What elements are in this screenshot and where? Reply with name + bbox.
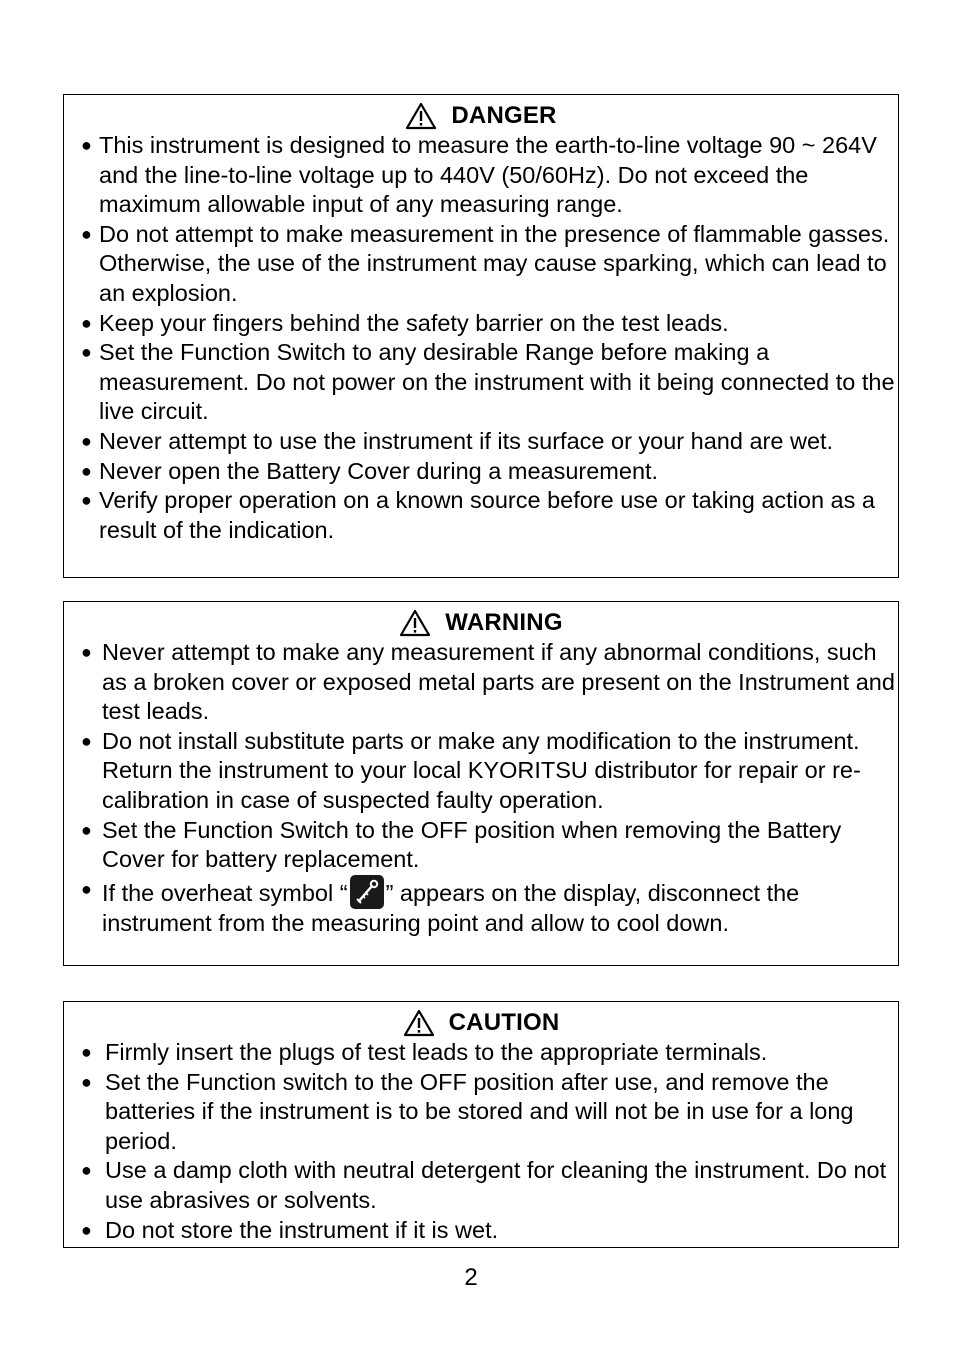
- bullet: ●: [81, 878, 92, 899]
- list-item: ● Firmly insert the plugs of test leads to the appropriate terminals.: [64, 1038, 898, 1068]
- danger-heading: [64, 101, 898, 131]
- warning-section: [63, 601, 899, 966]
- warning-list: [64, 638, 898, 938]
- bullet: ●: [81, 730, 92, 751]
- danger-list: [64, 131, 898, 545]
- warning-title: WARNING: [445, 609, 563, 636]
- bullet: ●: [81, 819, 92, 840]
- caution-list: [64, 1038, 898, 1245]
- bullet: ●: [81, 1160, 92, 1181]
- bullet: ●: [81, 642, 92, 662]
- danger-section: [63, 94, 899, 578]
- bullet: ●: [81, 1219, 92, 1240]
- bullet: ●: [81, 135, 92, 155]
- list-item: ● If the overheat symbol “ ” appears on the display, disconnect the instrument from the measuring point and allow to cool down.: [64, 875, 898, 939]
- warning-triangle-icon: [403, 1009, 435, 1037]
- bullet: ●: [81, 490, 92, 511]
- list-item: ● Never attempt to make any measurement if any abnormal conditions, such as a broken cover or exposed metal parts are present on the Instrument and test leads.: [81, 639, 895, 725]
- overheat-icon: [350, 875, 384, 909]
- caution-title: CAUTION: [448, 1009, 560, 1036]
- bullet: ●: [81, 223, 92, 244]
- list-item: ● Set the Function Switch to any desirable Range before making a measurement. Do not power on the instrument with it being connected to the live circuit.: [81, 339, 895, 425]
- bullet: ●: [81, 342, 92, 363]
- danger-title: DANGER: [451, 102, 557, 129]
- list-item: ● This instrument is designed to measure the earth-to-line voltage 90 ~ 264V and the line-to-line voltage up to 440V (50/60Hz). Do not exceed the maximum allowable input of any measuring range.: [81, 132, 877, 218]
- warning-triangle-icon: [399, 609, 431, 637]
- warning-heading: [64, 608, 898, 638]
- bullet: ●: [81, 1042, 92, 1062]
- bullet: ●: [81, 312, 92, 333]
- bullet: ●: [81, 1071, 92, 1092]
- page-number: 2: [464, 1264, 478, 1291]
- caution-heading: [64, 1008, 898, 1038]
- bullet: ●: [81, 460, 92, 481]
- list-item: ● Set the Function switch to the OFF position after use, and remove the batteries if the instrument is to be stored and will not be in use for a long period.: [81, 1068, 854, 1154]
- list-item: ● Keep your fingers behind the safety barrier on the test leads.: [64, 309, 898, 339]
- list-item: ● Never open the Battery Cover during a measurement.: [64, 457, 898, 487]
- list-item: ● Use a damp cloth with neutral detergent for cleaning the instrument. Do not use abrasives or solvents.: [81, 1157, 887, 1213]
- list-item: ● Never attempt to use the instrument if its surface or your hand are wet.: [64, 427, 898, 457]
- list-item: ● Do not attempt to make measurement in the presence of flammable gasses. Otherwise, the use of the instrument may cause sparking, which can lead to an explosion.: [81, 220, 890, 306]
- list-item: ● Do not install substitute parts or make any modification to the instrument. Return the instrument to your local KYORITSU distributor for repair or re-calibration in case of suspected faulty operation.: [81, 727, 861, 813]
- caution-section: [63, 1001, 899, 1248]
- bullet: ●: [81, 430, 92, 451]
- warning-triangle-icon: [405, 102, 437, 130]
- list-item: ● Do not store the instrument if it is wet.: [64, 1216, 898, 1246]
- list-item: ● Verify proper operation on a known source before use or taking action as a result of the indication.: [81, 487, 875, 543]
- list-item: ● Set the Function Switch to the OFF position when removing the Battery Cover for battery replacement.: [81, 816, 842, 873]
